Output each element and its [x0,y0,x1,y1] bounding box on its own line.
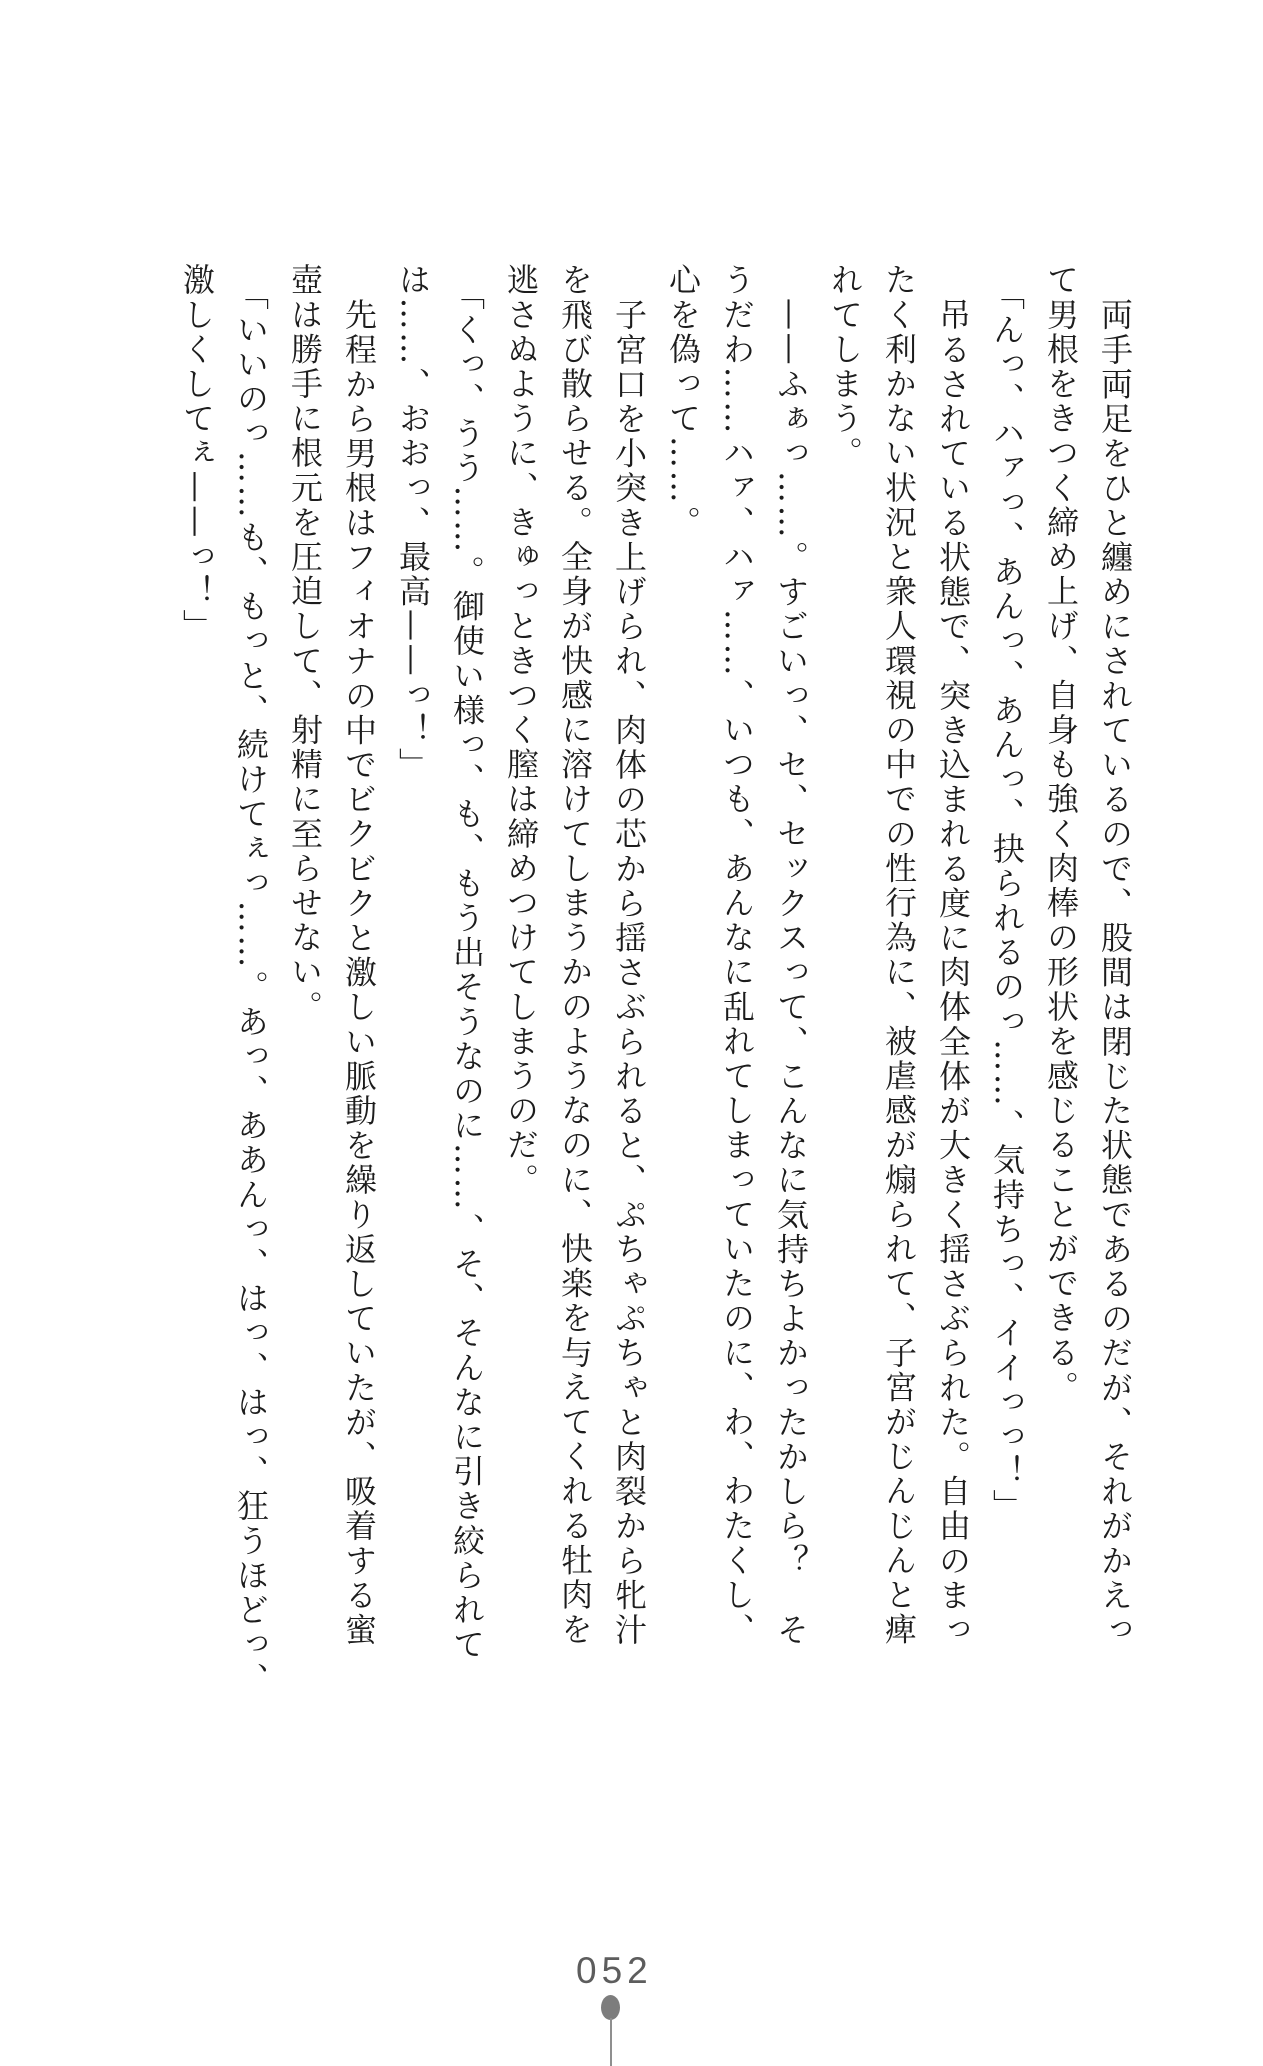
text-column: 両手両足をひと纏めにされているので、股間は閉じた状態であるのだが、それがかえっ [1096,298,1134,1648]
text-column: 心を偽って……。 [664,263,702,540]
text-column: て男根をきつく締め上げ、自身も強く肉棒の形状を感じることができる。 [1042,263,1080,1405]
text-column: 壺は勝手に根元を圧迫して、射精に至らせない。 [286,263,324,1025]
text-column-dialogue: 「くっ、うう……。御使い様っ、も、もう出そうなのに……、そ、そんなに引き絞られて [448,278,486,1662]
text-column: れてしまう。 [826,263,864,471]
text-column: 子宮口を小突き上げられ、肉体の芯から揺さぶられると、ぷちゃぷちゃと肉裂から牝汁 [610,298,648,1648]
page-marker-rule [610,2018,612,2066]
text-column: ——ふぁっ……。すごいっ、セ、セックスって、こんなに気持ちよかったかしら？ そ [772,298,810,1648]
text-column: 逃さぬように、きゅっときつく膣は締めつけてしまうのだ。 [502,263,540,1198]
text-column: 吊るされている状態で、突き込まれる度に肉体全体が大きく揺さぶられた。自由のまっ [934,298,972,1648]
text-column-dialogue: 「いいのっ……も、もっと、続けてぇっ……。あっ、ああんっ、はっ、はっ、狂うほどっ、 [232,278,270,1697]
text-column: を飛び散らせる。全身が快感に溶けてしまうかのようなのに、快楽を与えてくれる牡肉を [556,263,594,1647]
text-column: 激しくしてぇ——っ！」 [178,263,216,644]
page-number: 052 [576,1950,653,1991]
page-marker-dot-icon [601,1995,620,2020]
text-column: うだわ……ハァ、ハァ……、いつも、あんなに乱れてしまっていたのに、わ、わたくし、 [718,263,756,1647]
vertical-text-block [170,263,1142,1697]
text-column: は……、おおっ、最高——っ！」 [394,263,432,782]
text-column: 先程から男根はフィオナの中でビクビクと激しい脈動を繰り返していたが、吸着する蜜 [340,298,378,1648]
text-column-dialogue: 「んっ、ハァっ、あんっ、あんっ、抉られるのっ……、気持ちっ、イイっっ！」 [988,278,1026,1524]
text-column: たく利かない状況と衆人環視の中での性行為に、被虐感が煽られて、子宮がじんじんと痺 [880,263,918,1647]
